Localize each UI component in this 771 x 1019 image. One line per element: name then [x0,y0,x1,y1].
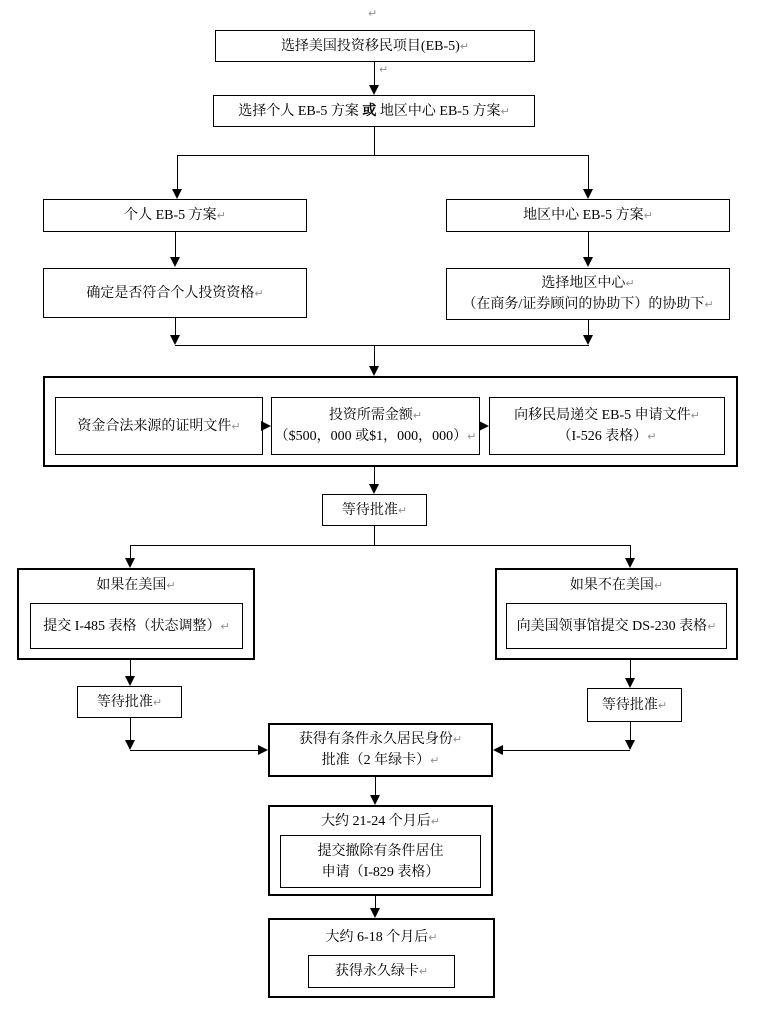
node-wait-approval-left-label: 等待批准 [96,694,153,710]
node-funds-proof-label: 资金合法来源的证明文件 [77,418,232,434]
paragraph-mark: ↵ [254,286,264,300]
node-choose-plan-text [238,101,509,122]
node-submit-i829-line1 [318,841,444,862]
node-submit-i526-label2: （I-526 表格） [557,429,648,444]
paragraph-mark: ↵ [704,298,714,311]
flow-line [177,155,178,189]
arrowhead-down-icon [625,740,635,750]
node-submit-ds230-text [517,616,717,637]
node-select-program [215,30,535,62]
node-choose-plan-or: 或 [362,103,377,119]
flow-line [630,545,631,558]
node-submit-i485-label: 提交 I-485 表格（状态调整） [43,618,221,634]
flow-line [175,318,176,335]
arrowhead-down-icon [170,257,180,267]
node-conditional-green-card [268,723,493,777]
paragraph-mark: ↵ [430,754,440,767]
flow-line [374,526,375,545]
paragraph-mark: ↵ [418,965,429,978]
node-select-program-text [281,36,469,57]
paragraph-mark: ↵ [467,430,477,443]
node-21-24-months-title-label: 大约 21-24 个月后 [321,814,431,829]
paragraph-mark: ↵ [500,104,510,118]
node-funds-proof [55,397,263,455]
flow-line [175,232,176,257]
paragraph-mark: ↵ [452,733,463,746]
node-not-in-us-title [495,577,738,595]
flow-line [630,660,631,678]
arrowhead-down-icon [172,189,182,199]
arrowhead-down-icon [583,257,593,267]
node-select-center [446,268,730,320]
node-conditional-green-card-label1: 获得有条件永久居民身份 [298,732,453,747]
node-wait-approval-right-text [602,695,667,716]
flow-line [130,718,131,740]
arrowhead-down-icon [625,558,635,568]
flow-line [177,155,589,156]
node-wait-approval-center-text [342,500,407,521]
node-submit-i829 [280,835,481,888]
node-select-center-label1: 选择地区中心 [541,276,626,291]
arrowhead-right-icon [261,421,271,431]
paragraph-mark: ↵ [231,419,241,433]
node-investment-amount-label1: 投资所需金额 [328,408,413,423]
flow-line [374,62,375,85]
flow-line [588,320,589,335]
arrowhead-down-icon [625,678,635,688]
node-submit-i526-line1 [514,405,700,426]
flow-line [588,232,589,257]
paragraph-mark: ↵ [653,579,664,592]
arrowhead-down-icon [370,908,380,918]
node-wait-approval-center-label: 等待批准 [341,502,398,518]
arrowhead-down-icon [370,795,380,805]
node-6-18-months-title [268,929,495,947]
paragraph-mark: ↵ [643,209,653,222]
paragraph-mark: ↵ [625,277,635,290]
node-qualify [43,268,307,318]
node-21-24-months-title [268,813,493,831]
node-choose-plan [213,95,535,127]
node-in-us-title [17,577,255,595]
paragraph-mark: ↵ [220,619,230,633]
paragraph-mark: ↵ [397,503,408,517]
node-qualify-text [86,283,263,304]
node-submit-i526-label1: 向移民局递交 EB-5 申请文件 [514,408,691,423]
node-wait-approval-left-text [97,692,162,713]
node-choose-plan-post: 地区中心 EB-5 方案 [376,103,501,119]
arrowhead-left-icon [493,745,503,755]
node-choose-plan-pre: 选择个人 EB-5 方案 [238,103,363,119]
paragraph-mark: ↵ [690,409,700,422]
node-qualify-label: 确定是否符合个人投资资格 [86,285,255,301]
flow-line [375,896,376,908]
node-submit-i485-text [43,616,230,637]
paragraph-mark: ↵ [152,695,163,709]
paragraph-mark: ↵ [707,619,717,633]
node-submit-ds230-label: 向美国领事馆提交 DS-230 表格 [516,618,708,634]
node-select-center-line2 [462,294,713,315]
node-regional-plan-text [523,205,653,226]
arrowhead-down-icon [125,676,135,686]
flow-line [588,155,589,189]
flow-line [374,467,375,484]
flow-line [130,545,131,558]
paragraph-mark: ↵ [657,698,668,712]
node-funds-proof-text [77,416,240,437]
flow-line [374,345,375,366]
arrowhead-down-icon [369,484,379,494]
node-investment-amount-label2: （$500，000 或$1，000，000） [274,429,468,444]
flow-line [130,750,258,751]
flow-line [503,750,630,751]
arrowhead-down-icon [125,740,135,750]
arrowhead-down-icon [583,335,593,345]
flow-line [375,777,376,795]
node-not-in-us-title-label: 如果不在美国 [569,578,654,593]
paragraph-mark: ↵ [647,430,657,443]
flow-line [175,345,589,346]
arrowhead-down-icon [369,366,379,376]
node-in-us-title-label: 如果在美国 [96,578,167,593]
node-select-center-label2: （在商务/证券顾问的协助下）的协助下 [462,297,705,312]
node-wait-approval-center [322,494,427,526]
arrowhead-down-icon [125,558,135,568]
node-wait-approval-left [77,686,182,718]
node-submit-i829-line2 [322,862,440,883]
arrowhead-down-icon [583,189,593,199]
node-permanent-green-card [308,955,455,988]
paragraph-mark: ↵ [459,39,470,53]
node-individual-plan [43,199,307,232]
arrowhead-down-icon [369,85,379,95]
node-conditional-green-card-line2 [322,750,440,771]
node-6-18-months-title-label: 大约 6-18 个月后 [325,930,429,945]
node-submit-ds230 [506,603,727,649]
node-investment-amount-line2 [275,426,477,447]
arrowhead-right-icon [479,421,489,431]
paragraph-mark: ↵ [166,579,176,592]
flow-line [130,545,631,546]
paragraph-mark: ↵ [428,931,438,944]
node-investment-amount-line1 [329,405,422,426]
node-conditional-green-card-line1 [299,729,462,750]
node-submit-i829-label2: 申请（I-829 表格） [321,864,440,880]
flow-line [130,660,131,676]
node-regional-plan [446,199,730,232]
node-permanent-green-card-label: 获得永久绿卡 [334,964,419,979]
node-regional-plan-label: 地区中心 EB-5 方案 [523,208,644,223]
paragraph-mark: ↵ [412,409,423,422]
node-individual-plan-text [124,205,226,226]
arrowhead-right-icon [258,745,268,755]
paragraph-mark: ↵ [216,209,226,222]
node-wait-approval-right-label: 等待批准 [601,697,658,713]
node-select-program-label: 选择美国投资移民项目(EB-5) [280,38,460,54]
node-submit-i526 [489,397,725,455]
node-permanent-green-card-text [335,961,428,982]
node-investment-amount [271,397,480,455]
paragraph-mark: ↵ [430,815,440,828]
node-submit-i829-label1: 提交撤除有条件居住 [317,843,444,859]
paragraph-mark: ↵ [379,63,389,76]
node-individual-plan-label: 个人 EB-5 方案 [124,208,217,223]
flow-line [630,722,631,740]
arrowhead-down-icon [170,335,180,345]
node-wait-approval-right [587,688,682,722]
node-select-center-line1 [541,273,634,294]
paragraph-mark: ↵ [368,7,378,20]
node-conditional-green-card-label2: 批准（2 年绿卡） [321,753,431,768]
flow-line [374,127,375,155]
node-submit-i526-line2 [557,426,656,447]
node-submit-i485 [30,603,243,649]
